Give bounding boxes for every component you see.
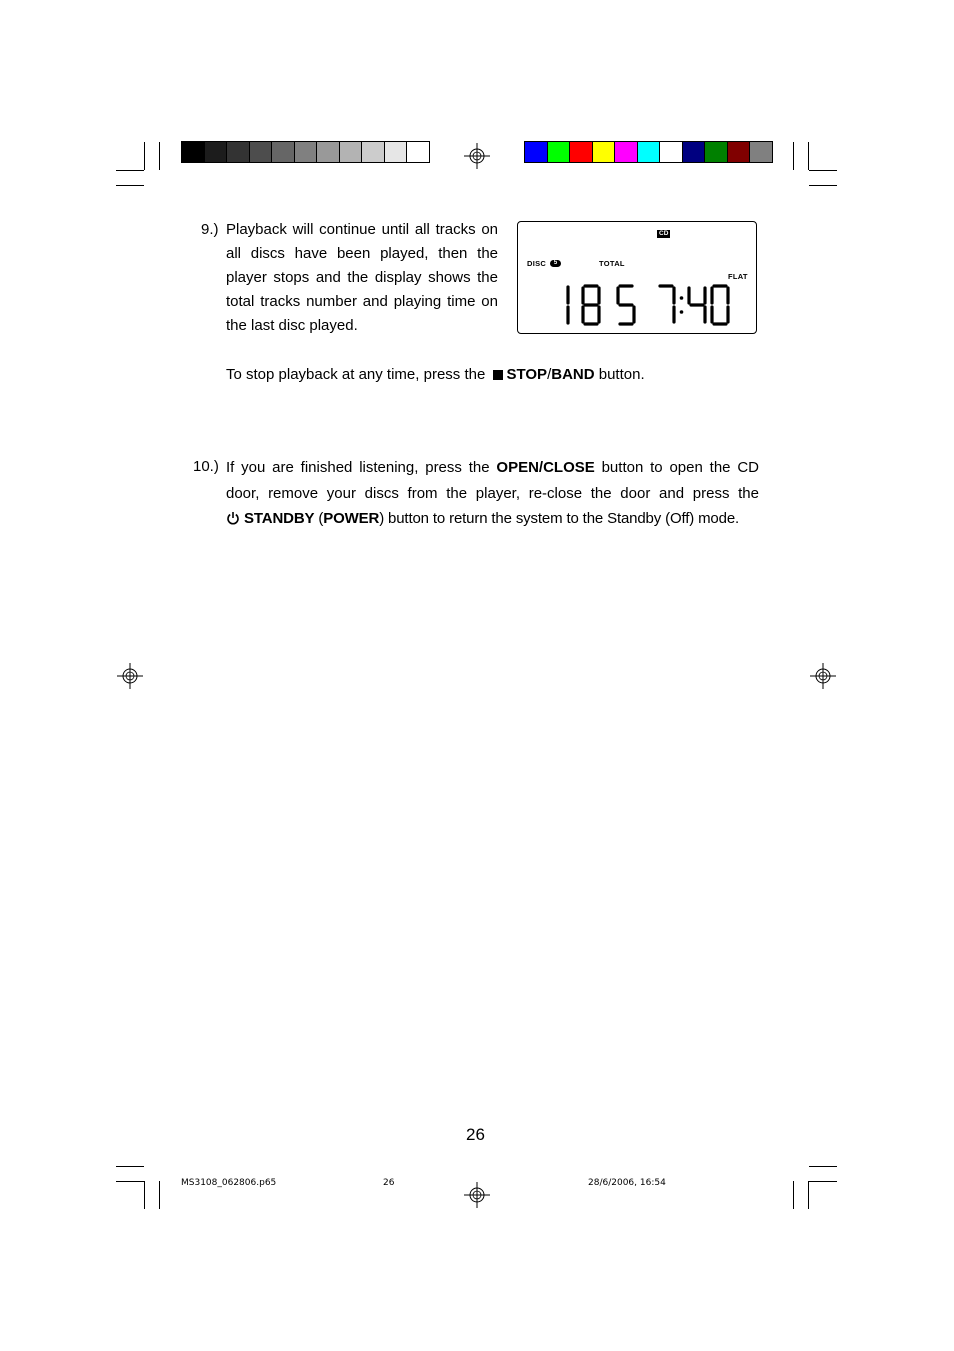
stop-instruction (226, 363, 645, 387)
calibration-swatch (385, 142, 408, 162)
crop-mark (809, 1166, 837, 1167)
stop-separator: / (547, 366, 552, 383)
standby-button-label: STANDBY (244, 510, 315, 527)
calibration-swatch (615, 142, 638, 162)
step-9-line: the last disc played. (226, 317, 358, 334)
step-10-line: door, remove your discs from the player, re-close the door and press the (226, 484, 759, 502)
stop-suffix: button. (598, 366, 645, 383)
crop-mark (809, 1181, 837, 1182)
power-button-label: POWER (323, 510, 380, 527)
crop-mark (159, 142, 160, 170)
step-10-number: 10.) (193, 458, 219, 475)
footer-datetime: 28/6/2006, 16:54 (588, 1178, 666, 1188)
crop-mark (809, 185, 837, 186)
stop-square-icon (493, 370, 503, 380)
step-10-line3-suffix: ) button to return the system to the Standby (Off) mode. (379, 510, 740, 527)
step-9-number: 9.) (201, 221, 219, 238)
calibration-swatch (272, 142, 295, 162)
calibration-swatch (227, 142, 250, 162)
open-close-button-label: OPEN/CLOSE (496, 459, 595, 476)
crop-mark (144, 142, 145, 170)
step-9-line: all discs have been played, then the (226, 245, 498, 262)
calibration-swatch (683, 142, 706, 162)
step-9-line: total tracks number and playing time on (226, 293, 498, 310)
step-10-text (226, 455, 759, 532)
registration-mark-icon (117, 663, 143, 689)
disc-label: DISC (527, 259, 547, 268)
crop-mark (808, 1181, 809, 1209)
step-10-line1-prefix: If you are finished listening, press the (226, 459, 490, 476)
grayscale-calibration-bar (181, 141, 430, 163)
crop-mark (809, 170, 837, 171)
calibration-swatch (407, 142, 429, 162)
calibration-swatch (750, 142, 772, 162)
calibration-swatch (250, 142, 273, 162)
page-number: 26 (466, 1125, 485, 1144)
seven-segment-digits (562, 284, 732, 326)
paren-open: ( (318, 510, 324, 527)
step-10-line (226, 455, 759, 481)
total-label: TOTAL (599, 259, 625, 268)
calibration-swatch (660, 142, 683, 162)
crop-mark (793, 1181, 794, 1209)
calibration-swatch (728, 142, 751, 162)
registration-mark-icon (464, 1182, 490, 1208)
calibration-swatch (205, 142, 228, 162)
lcd-display (517, 221, 757, 334)
band-button-label: BAND (551, 366, 595, 383)
footer-filename: MS3108_062806.p65 (181, 1178, 277, 1188)
calibration-swatch (362, 142, 385, 162)
disc-number-badge: 5 (550, 260, 561, 267)
stop-prefix: To stop playback at any time, press the (226, 366, 486, 383)
crop-mark (793, 142, 794, 170)
calibration-swatch (638, 142, 661, 162)
step-9-text (226, 218, 498, 338)
registration-mark-icon (464, 143, 490, 169)
calibration-swatch (295, 142, 318, 162)
calibration-swatch (705, 142, 728, 162)
crop-mark (116, 170, 144, 171)
step-10-line (226, 506, 759, 532)
crop-mark (144, 1181, 145, 1209)
calibration-swatch (317, 142, 340, 162)
calibration-swatch (593, 142, 616, 162)
crop-mark (116, 1166, 144, 1167)
registration-mark-icon (810, 663, 836, 689)
stop-button-label: STOP (506, 366, 548, 383)
crop-mark (116, 185, 144, 186)
power-icon (226, 511, 240, 525)
calibration-swatch (570, 142, 593, 162)
calibration-swatch (525, 142, 548, 162)
calibration-swatch (548, 142, 571, 162)
step-9-line: player stops and the display shows the (226, 269, 498, 286)
crop-mark (116, 1181, 144, 1182)
crop-mark (159, 1181, 160, 1209)
step-10-line1-suffix: button to open the CD (601, 459, 759, 476)
calibration-swatch (182, 142, 205, 162)
crop-mark (808, 142, 809, 170)
footer-page: 26 (383, 1178, 395, 1188)
step-9-line: Playback will continue until all tracks on (226, 221, 498, 238)
flat-label: FLAT (728, 272, 748, 281)
color-calibration-bar (524, 141, 773, 163)
cd-badge: CD (659, 230, 669, 237)
calibration-swatch (340, 142, 363, 162)
